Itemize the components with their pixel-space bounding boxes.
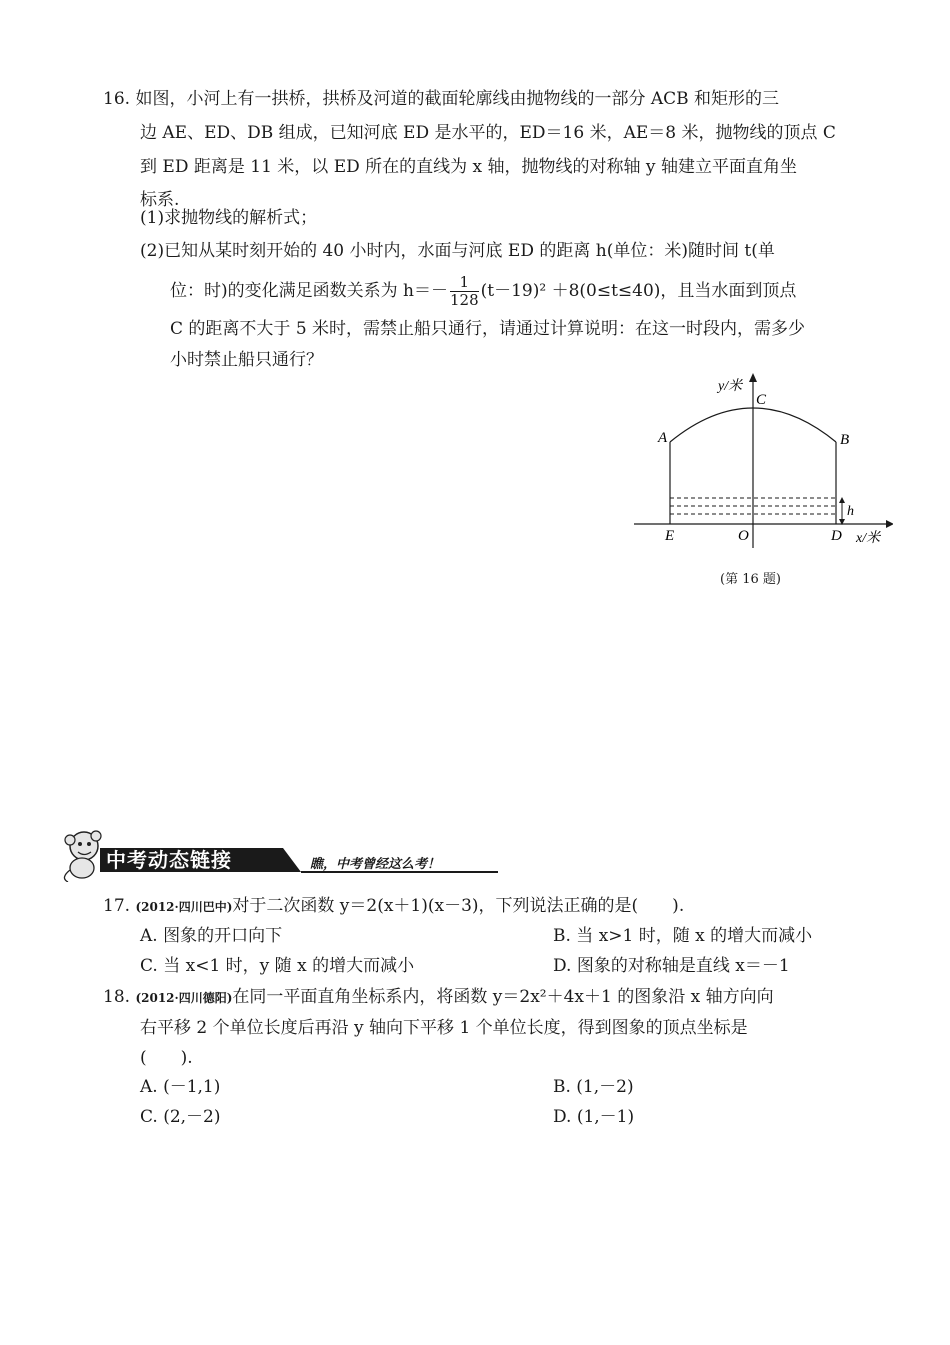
q16-part-2-text-b: (t－19)² ＋8(0≤t≤40)，且当水面到顶点: [480, 281, 797, 301]
q18-line-3: ( ).: [140, 1048, 193, 1068]
q17-stem-line: [103, 895, 684, 918]
h-arrow-up: [839, 497, 845, 503]
q18-option-c: C. (2,－2): [140, 1107, 221, 1127]
fraction-denominator: 128: [449, 291, 479, 309]
q18-option-d: D. (1,－1): [553, 1107, 635, 1127]
q16-line-4: 标系.: [140, 190, 180, 210]
q16-part-1: (1)求抛物线的解析式；: [140, 208, 318, 228]
fraction-numerator: 1: [450, 274, 479, 292]
q16-part-2-line-2: [170, 274, 796, 309]
q18-stem-line: [103, 986, 774, 1009]
y-axis-arrow: [749, 373, 757, 382]
q18-source: (2012·四川德阳): [135, 991, 233, 1005]
q16-part-2-line-4: 小时禁止船只通行？: [170, 350, 323, 370]
fraction: [450, 274, 479, 309]
q18-line-2: 右平移 2 个单位长度后再沿 y 轴向下平移 1 个单位长度，得到图象的顶点坐标是: [140, 1018, 748, 1038]
label-C: C: [756, 392, 767, 408]
label-E: E: [665, 528, 675, 544]
bridge-figure: [628, 372, 893, 552]
label-B: B: [840, 432, 850, 448]
q17-stem: 对于二次函数 y＝2(x＋1)(x－3)，下列说法正确的是( ).: [232, 896, 685, 916]
q16-part-2-line-1: (2)已知从某时刻开始的 40 小时内，水面与河底 ED 的距离 h(单位：米)随时间 t(单: [140, 241, 775, 261]
q18-stem: 在同一平面直角坐标系内，将函数 y＝2x²＋4x＋1 的图象沿 x 轴方向向: [232, 987, 774, 1007]
q16-part-2-text-a: 位：时)的变化满足函数关系为 h＝－: [170, 281, 448, 301]
banner-slogan: 瞧，中考曾经这么考！: [310, 857, 441, 872]
y-axis-label: y/米: [718, 379, 743, 394]
q16-line-3: 到 ED 距离是 11 米，以 ED 所在的直线为 x 轴，抛物线的对称轴 y 轴建立平面直角坐: [140, 157, 797, 177]
q17-option-b: B. 当 x>1 时，随 x 的增大而减小: [553, 926, 813, 946]
q18-option-b: B. (1,－2): [553, 1077, 634, 1097]
label-D: D: [831, 528, 842, 544]
q17-option-c: C. 当 x<1 时，y 随 x 的增大而减小: [140, 956, 415, 976]
q17-option-d: D. 图象的对称轴是直线 x＝－1: [553, 956, 790, 976]
label-A: A: [658, 430, 668, 446]
label-O: O: [738, 528, 749, 544]
q17-source: (2012·四川巴中): [135, 900, 233, 914]
figure-caption: (第 16 题): [720, 572, 781, 587]
q16-part-2-line-3: C 的距离不大于 5 米时，需禁止船只通行，请通过计算说明：在这一时段内，需多少: [170, 319, 806, 339]
q18-option-a: A. (－1,1): [140, 1077, 221, 1097]
x-axis-label: x/米: [856, 531, 881, 546]
q18-number: 18.: [103, 987, 131, 1007]
q17-option-a: A. 图象的开口向下: [140, 926, 283, 946]
x-axis-arrow: [886, 520, 893, 528]
section-banner: [58, 826, 498, 882]
q16-line-2: 边 AE、ED、DB 组成，已知河底 ED 是水平的，ED＝16 米，AE＝8 米，抛物线的顶点 C: [140, 123, 836, 143]
label-h: h: [847, 504, 854, 519]
banner-title: 中考动态链接: [106, 848, 232, 872]
q16-line-1: 16. 如图，小河上有一拱桥，拱桥及河道的截面轮廓线由抛物线的一部分 ACB 和矩形的三: [103, 89, 780, 109]
q17-number: 17.: [103, 896, 131, 916]
